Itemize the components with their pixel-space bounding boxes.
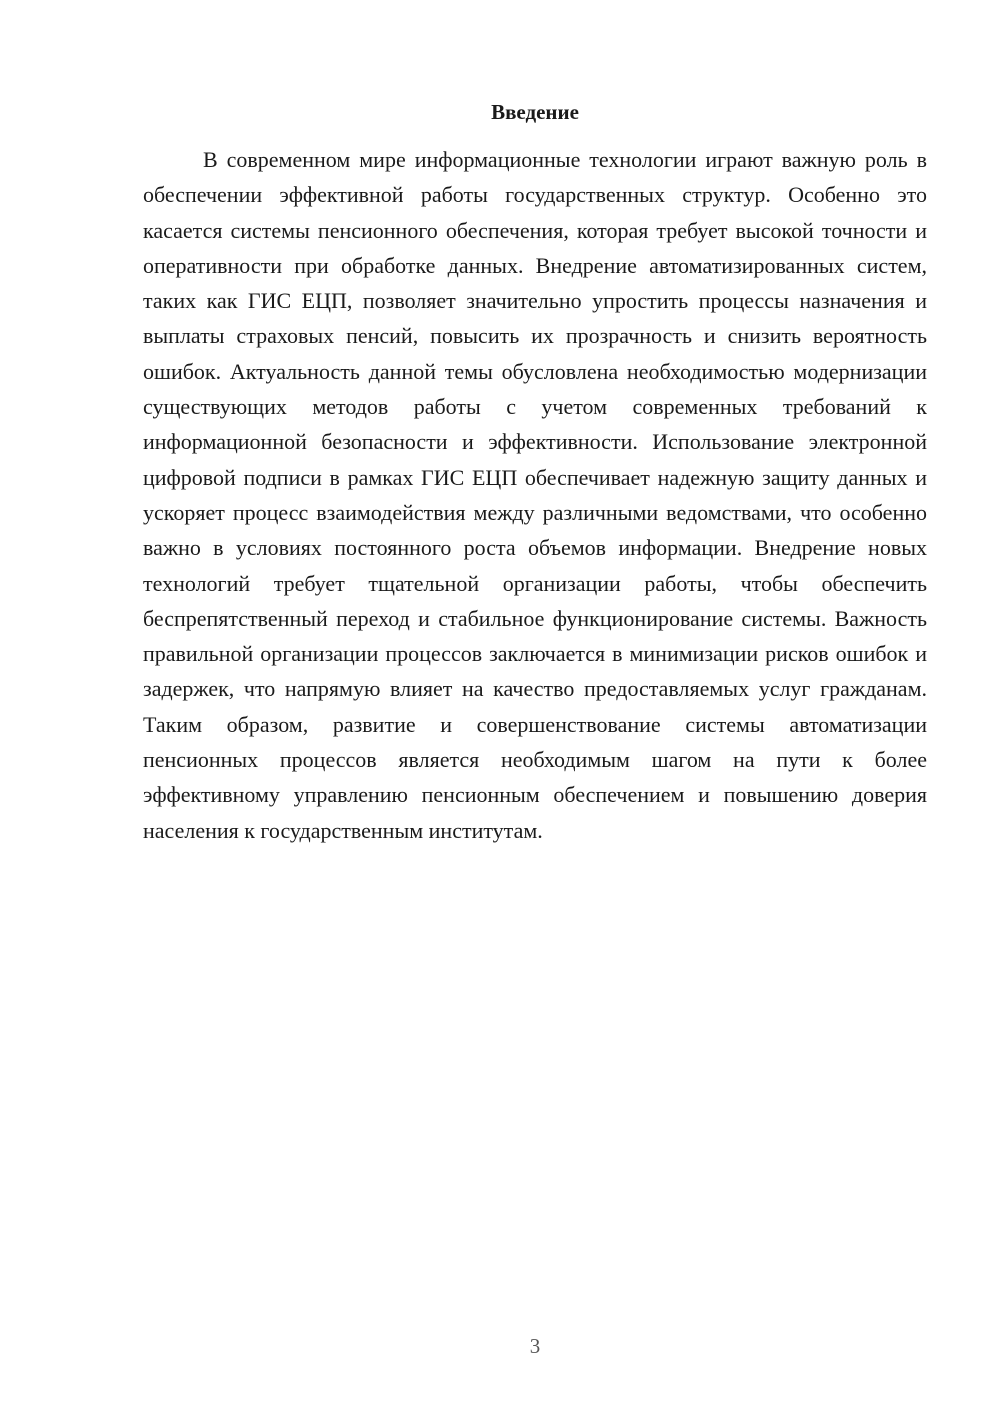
body-paragraph: В современном мире информационные технологии играют важную роль в обеспечении эффективной работы государственных структур. Особенно это касается системы пенсионного обеспечения, которая требует высокой точности и оперативности при обработке данных. Внедрение автоматизированных систем, таких как ГИС ЕЦП, позволяет значительно упростить процессы назначения и выплаты страховых пенсий, повысить их прозрачность и снизить вероятность ошибок. Актуальность данной темы обусловлена необходимостью модернизации существующих методов работы с учетом современных требований к информационной безопасности и эффективности. Использование электронной цифровой подписи в рамках ГИС ЕЦП обеспечивает надежную защиту данных и ускоряет процесс взаимодействия между различными ведомствами, что особенно важно в условиях постоянного роста объемов информации. Внедрение новых технологий требует тщательной организации работы, чтобы обеспечить беспрепятственный переход и стабильное функционирование системы. Важность правильной организации процессов заключается в минимизации рисков ошибок и задержек, что напрямую влияет на качество предоставляемых услуг гражданам. Таким образом, развитие и совершенствование системы автоматизации пенсионных процессов является необходимым шагом на пути к более эффективному управлению пенсионным обеспечением и повышению доверия населения к государственным институтам. [143, 147, 927, 843]
page-number: 3 [529, 1334, 541, 1358]
section-heading: Введение [491, 100, 579, 124]
